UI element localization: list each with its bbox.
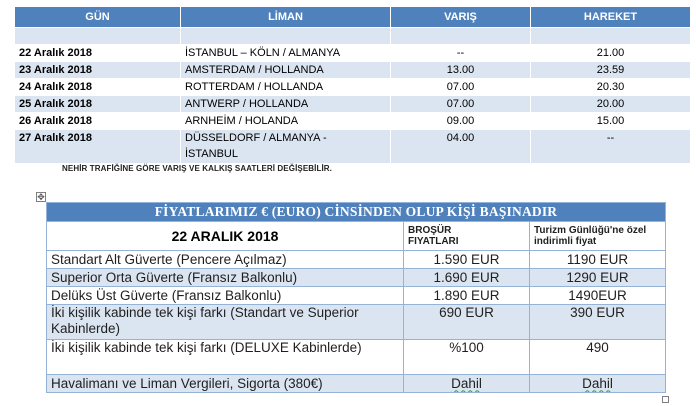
schedule-header-row (15, 7, 691, 28)
schedule-row (15, 62, 691, 79)
schedule-spacer-row (15, 28, 691, 45)
price-date: 22 ARALIK 2018 (47, 222, 404, 251)
schedule-date: 22 Aralık 2018 (15, 45, 181, 62)
brochure-header-line: FIYATLARI (408, 236, 459, 247)
schedule-port: ARNHEİM / HOLANDA (181, 113, 391, 130)
price-label: İki kişilik kabinde tek kişi farkı (Standart ve Superior Kabinlerde) (47, 305, 404, 340)
header-departure: HAREKET (531, 7, 691, 28)
special-price (530, 375, 666, 393)
header-arrival: VARIŞ (391, 7, 531, 28)
price-title-row (47, 203, 666, 222)
schedule-date: 26 Aralık 2018 (15, 113, 181, 130)
schedule-departure: -- (531, 130, 691, 164)
schedule-row (15, 45, 691, 62)
price-row (47, 251, 666, 269)
special-price: 1190 EUR (530, 251, 666, 269)
schedule-arrival: 07.00 (391, 79, 531, 96)
schedule-date: 24 Aralık 2018 (15, 79, 181, 96)
schedule-arrival: 04.00 (391, 130, 531, 164)
price-title: FİYATLARIMIZ € (EURO) CİNSİNDEN OLUP KİŞİ BAŞINADIR (47, 203, 666, 222)
special-price-header: Turizm Günlüğü'ne özel indirimli fiyat (530, 222, 666, 251)
schedule-port: İSTANBUL – KÖLN / ALMANYA (181, 45, 391, 62)
price-label: İki kişilik kabinde tek kişi farkı (DELUXE Kabinlerde) (47, 340, 404, 375)
brochure-header (404, 222, 530, 251)
schedule-port-line: DÜSSELDORF / ALMANYA - (185, 132, 327, 144)
brochure-price: 1.890 EUR (404, 287, 530, 305)
brochure-price: %100 (404, 340, 530, 375)
special-price: 490 (530, 340, 666, 375)
special-price: 1290 EUR (530, 269, 666, 287)
special-price: 390 EUR (530, 305, 666, 340)
schedule-arrival: 13.00 (391, 62, 531, 79)
schedule-row (15, 96, 691, 113)
schedule-port: ROTTERDAM / HOLLANDA (181, 79, 391, 96)
price-label: Standart Alt Güverte (Pencere Açılmaz) (47, 251, 404, 269)
price-row (47, 305, 666, 340)
brochure-price: 1.590 EUR (404, 251, 530, 269)
schedule-port-line: İSTANBUL (185, 148, 238, 160)
brochure-header-line: BROŞÜR (408, 225, 452, 236)
special-price: 1490EUR (530, 287, 666, 305)
table-move-handle-icon[interactable]: ✥ (37, 192, 45, 202)
schedule-port: ANTWERP / HOLLANDA (181, 96, 391, 113)
brochure-price: 690 EUR (404, 305, 530, 340)
schedule-note: NEHİR TRAFİĞİNE GÖRE VARIŞ VE KALKIŞ SAATLERİ DEĞİŞEBİLİR. (62, 164, 332, 173)
price-label: Havalimanı ve Liman Vergileri, Sigorta (380€) (47, 375, 404, 393)
schedule-port: AMSTERDAM / HOLLANDA (181, 62, 391, 79)
schedule-table (14, 6, 691, 164)
price-row (47, 340, 666, 375)
spacer-cell (15, 28, 181, 45)
schedule-date: 27 Aralık 2018 (15, 130, 181, 164)
header-port: LİMAN (181, 7, 391, 28)
schedule-date: 23 Aralık 2018 (15, 62, 181, 79)
brochure-price: 1.690 EUR (404, 269, 530, 287)
spacer-cell (181, 28, 391, 45)
schedule-port (181, 130, 391, 164)
schedule-departure: 20.30 (531, 79, 691, 96)
spacer-cell (531, 28, 691, 45)
schedule-departure: 23.59 (531, 62, 691, 79)
brochure-price (404, 375, 530, 393)
price-label: Delüks Üst Güverte (Fransız Balkonlu) (47, 287, 404, 305)
table-resize-handle-icon[interactable] (662, 396, 669, 403)
schedule-row (15, 79, 691, 96)
schedule-arrival: -- (391, 45, 531, 62)
schedule-departure: 15.00 (531, 113, 691, 130)
schedule-date: 25 Aralık 2018 (15, 96, 181, 113)
spacer-cell (391, 28, 531, 45)
schedule-departure: 20.00 (531, 96, 691, 113)
price-row (47, 287, 666, 305)
schedule-departure: 21.00 (531, 45, 691, 62)
special-price-text: Dahil (582, 375, 613, 391)
price-row (47, 269, 666, 287)
schedule-arrival: 09.00 (391, 113, 531, 130)
brochure-price-text: Dahil (451, 375, 482, 391)
schedule-row (15, 130, 691, 164)
price-label: Superior Orta Güverte (Fransız Balkonlu) (47, 269, 404, 287)
price-row (47, 375, 666, 393)
schedule-row (15, 113, 691, 130)
price-header-row (47, 222, 666, 251)
header-day: GÜN (15, 7, 181, 28)
schedule-arrival: 07.00 (391, 96, 531, 113)
price-table (46, 202, 666, 393)
